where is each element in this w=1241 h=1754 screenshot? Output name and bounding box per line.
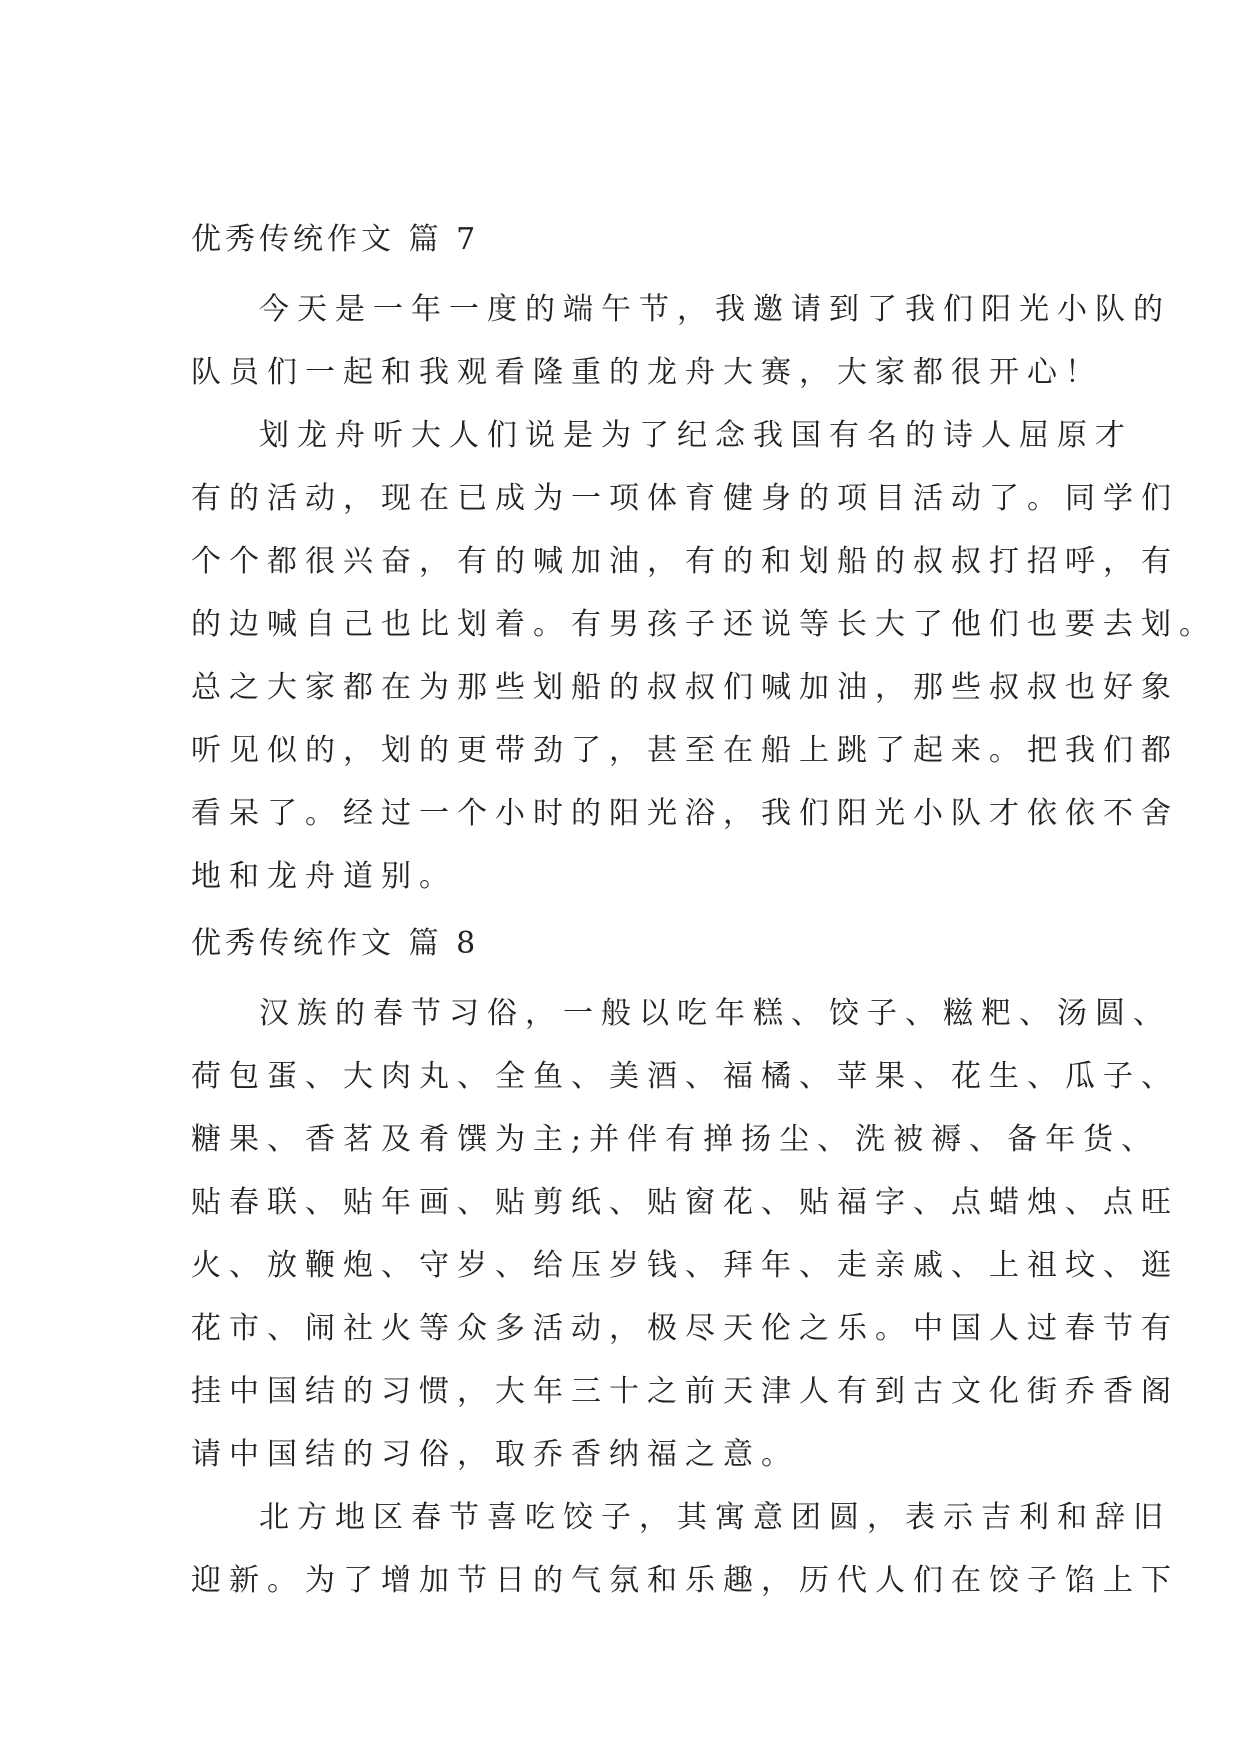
paragraph: [191, 1486, 1179, 1612]
text-line: 的边喊自己也比划着。有男孩子还说等长大了他们也要去划。: [191, 607, 1217, 642]
text-line: 挂中国结的习惯，大年三十之前天津人有到古文化街乔香阁: [191, 1374, 1179, 1409]
paragraph: [191, 982, 1179, 1486]
text-line: 贴春联、贴年画、贴剪纸、贴窗花、贴福字、点蜡烛、点旺: [191, 1185, 1179, 1220]
text-line: 今天是一年一度的端午节，我邀请到了我们阳光小队的: [259, 292, 1171, 327]
text-line: 总之大家都在为那些划船的叔叔们喊加油，那些叔叔也好象: [191, 670, 1179, 705]
text-line: 迎新。为了增加节日的气氛和乐趣，历代人们在饺子馅上下: [191, 1563, 1179, 1598]
text-line: 花市、闹社火等众多活动，极尽天伦之乐。中国人过春节有: [191, 1311, 1179, 1346]
essay-section-8: [191, 922, 1179, 1612]
paragraph: [191, 278, 1171, 404]
text-line: 汉族的春节习俗，一般以吃年糕、饺子、糍粑、汤圆、: [259, 996, 1171, 1031]
text-line: 队员们一起和我观看隆重的龙舟大赛，大家都很开心！: [191, 355, 1103, 390]
section-title: 优秀传统作文 篇 8: [191, 926, 480, 961]
text-line: 请中国结的习俗，取乔香纳福之意。: [191, 1437, 799, 1472]
text-line: 北方地区春节喜吃饺子，其寓意团圆，表示吉利和辞旧: [259, 1500, 1171, 1535]
text-line: 有的活动，现在已成为一项体育健身的项目活动了。同学们: [191, 481, 1179, 516]
text-line: 糖果、香茗及肴馔为主;并伴有掸扬尘、洗被褥、备年货、: [191, 1122, 1160, 1157]
text-line: 个个都很兴奋，有的喊加油，有的和划船的叔叔打招呼，有: [191, 544, 1179, 579]
essay-section-7: [191, 218, 1217, 908]
paragraph: [191, 404, 1217, 908]
text-line: 听见似的，划的更带劲了，甚至在船上跳了起来。把我们都: [191, 733, 1179, 768]
text-line: 地和龙舟道别。: [191, 859, 457, 894]
text-line: 看呆了。经过一个小时的阳光浴，我们阳光小队才依依不舍: [191, 796, 1179, 831]
section-title: 优秀传统作文 篇 7: [191, 222, 480, 257]
text-line: 划龙舟听大人们说是为了纪念我国有名的诗人屈原才: [259, 418, 1133, 453]
text-line: 荷包蛋、大肉丸、全鱼、美酒、福橘、苹果、花生、瓜子、: [191, 1059, 1179, 1094]
text-line: 火、放鞭炮、守岁、给压岁钱、拜年、走亲戚、上祖坟、逛: [191, 1248, 1179, 1283]
